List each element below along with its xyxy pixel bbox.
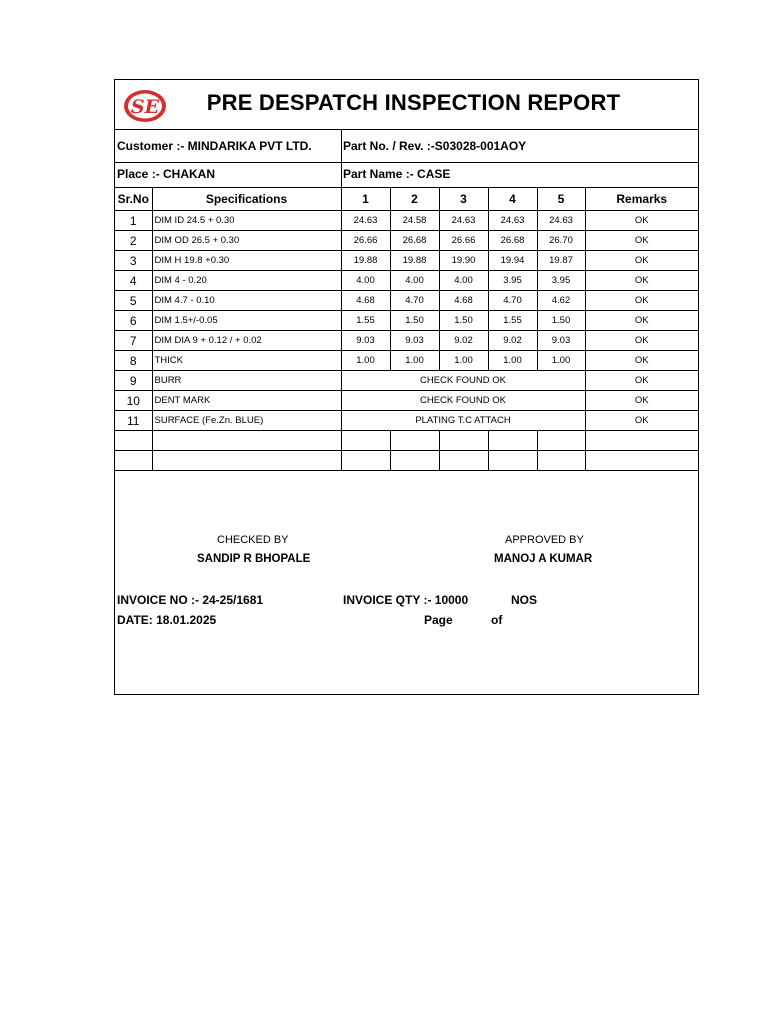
row-sample-2-value: 1.50 (390, 311, 439, 331)
row-sample-2-value: 4.70 (390, 291, 439, 311)
table-row (115, 411, 698, 431)
empty-table-row (115, 451, 698, 471)
place-row (115, 163, 698, 188)
row-sample-3-value: 4.00 (439, 271, 488, 291)
part-number: Part No. / Rev. :-S03028-001AOY (343, 139, 527, 153)
table-row (115, 271, 698, 291)
row-specification: SURFACE (Fe.Zn. BLUE) (152, 411, 341, 431)
row-sample-2-value: 26.68 (390, 231, 439, 251)
table-row (115, 211, 698, 231)
row-sample-3-value: 9.02 (439, 331, 488, 351)
column-divider (341, 130, 342, 162)
table-body (115, 211, 698, 471)
approved-by-label: APPROVED BY (505, 534, 584, 546)
row-sample-2-value: 4.00 (390, 271, 439, 291)
row-sample-4-value: 19.94 (488, 251, 537, 271)
row-sample-4-value: 1.55 (488, 311, 537, 331)
empty-cell (488, 431, 537, 451)
empty-cell (341, 451, 390, 471)
row-sample-1-value: 1.55 (341, 311, 390, 331)
header-sample-2: 2 (390, 188, 439, 211)
row-srno: 11 (115, 411, 152, 431)
row-remark: OK (585, 391, 698, 411)
row-sample-5-value: 9.03 (537, 331, 585, 351)
approved-by-name: MANOJ A KUMAR (494, 553, 593, 565)
row-sample-4-value: 1.00 (488, 351, 537, 371)
header-sample-5: 5 (537, 188, 585, 211)
row-sample-2-value: 1.00 (390, 351, 439, 371)
part-name: Part Name :- CASE (343, 167, 451, 181)
row-sample-1-value: 24.63 (341, 211, 390, 231)
row-sample-1-value: 9.03 (341, 331, 390, 351)
row-specification: DIM H 19.8 +0.30 (152, 251, 341, 271)
empty-cell (152, 451, 341, 471)
header-sample-4: 4 (488, 188, 537, 211)
invoice-number: INVOICE NO :- 24-25/1681 (117, 593, 264, 607)
row-sample-4-value: 9.02 (488, 331, 537, 351)
row-remark: OK (585, 351, 698, 371)
empty-cell (152, 431, 341, 451)
invoice-date: DATE: 18.01.2025 (117, 613, 217, 627)
row-merged-result: PLATING T.C ATTACH (341, 411, 585, 431)
row-remark: OK (585, 311, 698, 331)
customer-row (115, 130, 698, 163)
row-sample-3-value: 19.90 (439, 251, 488, 271)
empty-cell (390, 451, 439, 471)
checked-by-label: CHECKED BY (217, 534, 289, 546)
row-remark: OK (585, 251, 698, 271)
svg-text:SE: SE (130, 96, 160, 118)
empty-cell (585, 431, 698, 451)
row-srno: 9 (115, 371, 152, 391)
row-specification: DIM 1.5+/-0.05 (152, 311, 341, 331)
page-label: Page (424, 613, 453, 627)
report-header (115, 80, 698, 130)
empty-cell (537, 431, 585, 451)
header-sample-1: 1 (341, 188, 390, 211)
row-specification: THICK (152, 351, 341, 371)
row-specification: DIM 4.7 - 0.10 (152, 291, 341, 311)
row-sample-1-value: 1.00 (341, 351, 390, 371)
table-row (115, 391, 698, 411)
row-remark: OK (585, 331, 698, 351)
empty-cell (585, 451, 698, 471)
report-title: PRE DESPATCH INSPECTION REPORT (206, 90, 621, 115)
row-sample-4-value: 26.68 (488, 231, 537, 251)
row-specification: DIM DIA 9 + 0.12 / + 0.02 (152, 331, 341, 351)
row-srno: 2 (115, 231, 152, 251)
row-sample-3-value: 24.63 (439, 211, 488, 231)
row-sample-4-value: 4.70 (488, 291, 537, 311)
row-sample-3-value: 26.66 (439, 231, 488, 251)
empty-cell (115, 451, 152, 471)
page-of-label: of (491, 613, 503, 627)
row-sample-5-value: 4.62 (537, 291, 585, 311)
column-divider (341, 163, 342, 187)
row-sample-2-value: 9.03 (390, 331, 439, 351)
row-sample-4-value: 3.95 (488, 271, 537, 291)
row-sample-3-value: 1.50 (439, 311, 488, 331)
table-row (115, 351, 698, 371)
place: Place :- CHAKAN (117, 167, 216, 181)
table-row (115, 311, 698, 331)
row-sample-5-value: 24.63 (537, 211, 585, 231)
row-sample-1-value: 4.00 (341, 271, 390, 291)
table-row (115, 251, 698, 271)
row-specification: DENT MARK (152, 391, 341, 411)
row-sample-1-value: 19.88 (341, 251, 390, 271)
empty-cell (341, 431, 390, 451)
row-srno: 6 (115, 311, 152, 331)
empty-cell (115, 431, 152, 451)
row-remark: OK (585, 371, 698, 391)
table-row (115, 371, 698, 391)
table-header-row (115, 188, 698, 211)
row-remark: OK (585, 271, 698, 291)
row-specification: BURR (152, 371, 341, 391)
row-sample-5-value: 26.70 (537, 231, 585, 251)
header-remarks: Remarks (585, 188, 698, 211)
row-sample-5-value: 1.50 (537, 311, 585, 331)
customer-name: Customer :- MINDARIKA PVT LTD. (117, 139, 312, 153)
row-remark: OK (585, 291, 698, 311)
checked-by-name: SANDIP R BHOPALE (197, 553, 311, 565)
row-remark: OK (585, 211, 698, 231)
report-sheet (114, 79, 699, 695)
header-specifications: Specifications (152, 188, 341, 211)
row-sample-5-value: 1.00 (537, 351, 585, 371)
row-sample-5-value: 19.87 (537, 251, 585, 271)
row-srno: 7 (115, 331, 152, 351)
row-sample-1-value: 4.68 (341, 291, 390, 311)
invoice-unit: NOS (511, 593, 538, 607)
header-srno: Sr.No (115, 188, 152, 211)
row-srno: 10 (115, 391, 152, 411)
row-specification: DIM ID 24.5 + 0.30 (152, 211, 341, 231)
row-sample-2-value: 19.88 (390, 251, 439, 271)
row-merged-result: CHECK FOUND OK (341, 371, 585, 391)
empty-table-row (115, 431, 698, 451)
invoice-quantity: INVOICE QTY :- 10000 (343, 593, 469, 607)
row-sample-1-value: 26.66 (341, 231, 390, 251)
row-srno: 5 (115, 291, 152, 311)
empty-cell (439, 431, 488, 451)
row-sample-5-value: 3.95 (537, 271, 585, 291)
row-sample-3-value: 1.00 (439, 351, 488, 371)
inspection-table (115, 188, 698, 471)
row-sample-2-value: 24.58 (390, 211, 439, 231)
row-remark: OK (585, 411, 698, 431)
row-srno: 4 (115, 271, 152, 291)
empty-cell (390, 431, 439, 451)
empty-cell (488, 451, 537, 471)
row-specification: DIM 4 - 0.20 (152, 271, 341, 291)
row-srno: 8 (115, 351, 152, 371)
table-row (115, 231, 698, 251)
row-srno: 3 (115, 251, 152, 271)
table-row (115, 291, 698, 311)
empty-cell (439, 451, 488, 471)
row-sample-3-value: 4.68 (439, 291, 488, 311)
row-srno: 1 (115, 211, 152, 231)
row-sample-4-value: 24.63 (488, 211, 537, 231)
empty-cell (537, 451, 585, 471)
table-row (115, 331, 698, 351)
row-remark: OK (585, 231, 698, 251)
row-merged-result: CHECK FOUND OK (341, 391, 585, 411)
header-sample-3: 3 (439, 188, 488, 211)
row-specification: DIM OD 26.5 + 0.30 (152, 231, 341, 251)
